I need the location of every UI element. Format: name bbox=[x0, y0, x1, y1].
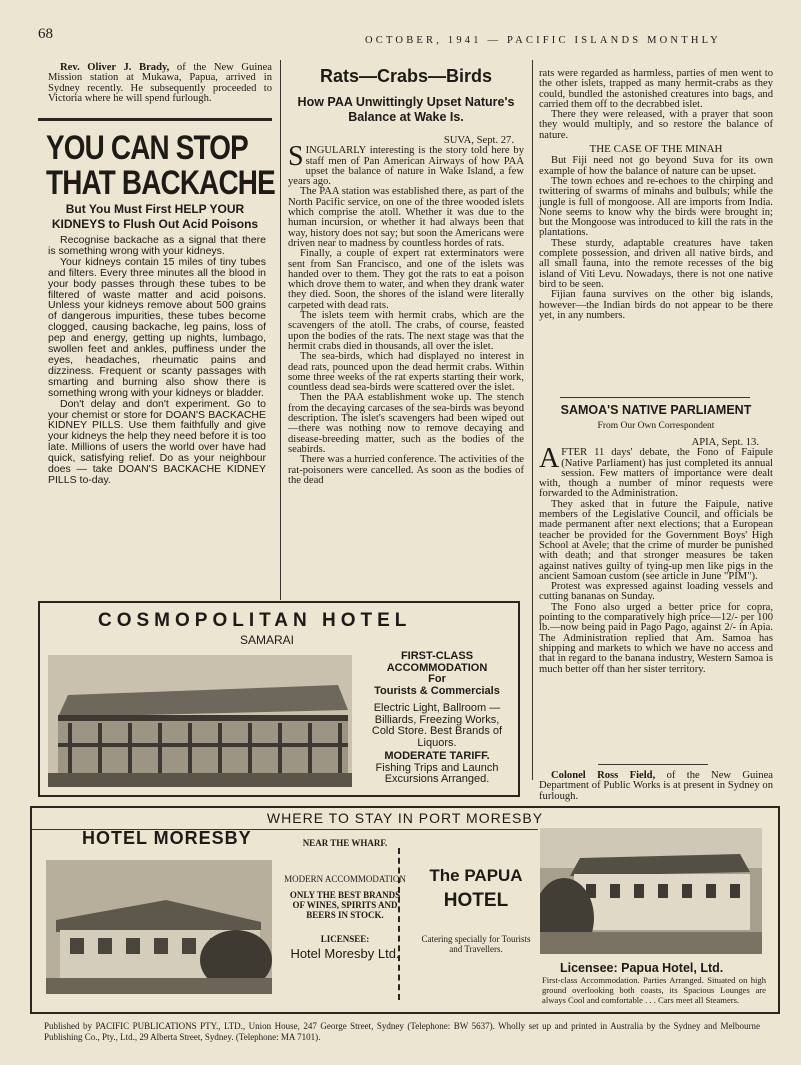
cosmopolitan-line-1: FIRST-CLASS ACCOMMODATION bbox=[386, 650, 488, 674]
backache-subhead: But You Must First HELP YOUR KIDNEYS to Flush Out Acid Poisons bbox=[51, 202, 259, 231]
backache-para-2: Your kidneys contain 15 miles of tiny tubes and filters. Every three minutes all the blood in your body passes through these tubes to be filtered of waste matter and acid poisons. Unless your kidneys remove about 500 grains of dangerous impurities, these tubes become clogged, causing backache, leg pains, loss of pep and energy, getting up nights, lumbago, swollen feet and ankles, puffiness under the eyes, headaches, rheumatic pains and dizziness. Frequent or scanty passages with smarting and burning also show there is something wrong with your kidneys or bladder. bbox=[48, 255, 266, 399]
hotel-moresby-photo bbox=[46, 860, 272, 994]
papua-catering: Catering specially for Tourists and Travellers. bbox=[421, 934, 531, 954]
samoa-para-1: FTER 11 days' debate, the Fono of Faipule (Native Parliament) has just completed its annual session. Few matters of importance were dealt with, though a number of minor requests were forwarded to the Administration. bbox=[539, 447, 773, 500]
minah-para-1: But Fiji need not go beyond Suva for its own example of how the balance of nature can be upset. bbox=[539, 155, 773, 177]
rats-para-2: The PAA station was established there, as part of the North Pacific service, on one of the three wooded islets which comprise the atoll. Whether it was due to the human incursion, or whether it had always been that way, history does not say; but soon the Americans were driven near to madness by countless hordes of rats. bbox=[288, 186, 524, 249]
backache-para-1: Recognise backache as a signal that there is something wrong with your kidneys. bbox=[48, 234, 266, 257]
rats-para-5: The sea-birds, which had displayed no interest in dead rats, pounced upon the dead hermit crabs. Within some three weeks of the rat experts starting their work, countless dead sea-birds were scattered over the islet. bbox=[288, 351, 524, 394]
column-rule-1 bbox=[280, 60, 281, 600]
papua-text: First-class Accommodation. Parties Arranged. Situated on high ground overlooking both coasts, its Spacious Lounges are always Cool and comfortable . . . Cars meet all Steamers. bbox=[542, 975, 766, 1005]
rats-para-6: Then the PAA establishment woke up. The stench from the decaying carcases of the sea-birds was beyond description. The islet's scavengers had been wiped out—there was nothing now to remove decaying and disease-breeding matter, such as the bodies of the seabirds. bbox=[288, 392, 524, 455]
moresby-licensee-name: Hotel Moresby Ltd. bbox=[290, 946, 400, 961]
papua-the: The PAPUA bbox=[429, 866, 523, 885]
cosmopolitan-details bbox=[362, 651, 512, 786]
brady-note bbox=[48, 63, 272, 104]
masthead: OCTOBER, 1941 — PACIFIC ISLANDS MONTHLY bbox=[365, 35, 721, 46]
moresby-licensee-label: LICENSEE: bbox=[320, 934, 370, 944]
hotel-moresby-illustration bbox=[46, 860, 272, 994]
cosmopolitan-ad bbox=[38, 601, 520, 797]
rats-body bbox=[288, 136, 524, 486]
rats-para-1: INGULARLY interesting is the story told here by staff men of Pan American Airways of how PAA upset the balance of nature in Wake Island, a few years ago. bbox=[288, 145, 524, 188]
page-number: 68 bbox=[38, 26, 53, 42]
minah-para-4: Fijian fauna survives on the other big islands, however—the Indian birds do not appear to be there yet, in any numbers. bbox=[539, 289, 773, 321]
brady-text: of the New Guinea Mission station at Mukawa, Papua, arrived in Sydney recently. He subsequently proceeded to Victoria where he will spend furlough. bbox=[48, 62, 273, 104]
backache-ad bbox=[38, 118, 275, 598]
papua-hotel-illustration bbox=[540, 828, 762, 954]
samoa-body bbox=[539, 438, 773, 675]
column-rule-2 bbox=[532, 60, 533, 780]
rats-para-3: Finally, a couple of expert rat exterminators were sent from San Francisco, and one of the islets was handed over to them. They got the rats to eat a poison which drove them to water, and when they drank water they died. Soon, the shores of the island were literally carpeted with dead rats. bbox=[288, 248, 524, 311]
cosmopolitan-line-6: Fishing Trips and Launch Excursions Arranged. bbox=[375, 761, 499, 785]
brady-name: Rev. Oliver J. Brady, bbox=[60, 62, 170, 73]
cosmopolitan-location: SAMARAI bbox=[240, 633, 295, 647]
field-text: of the New Guinea Department of Public Works is at present in Sydney on furlough. bbox=[539, 770, 773, 802]
backache-para-3: Don't delay and don't experiment. Go to your chemist or store for DOAN'S BACKACHE KIDNEY PILLS. Use them faithfully and give your kidneys the help they need before it is too late. Millions of users the world over have had quick, satisfying relief. Do as your neighbour does — take DOAN'S BACKACHE KIDNEY PILLS to-day. bbox=[48, 397, 266, 486]
moresby-near-wharf: NEAR THE WHARF. bbox=[302, 838, 388, 848]
ornamental-border-left bbox=[398, 848, 404, 1000]
cosmopolitan-line-2: For bbox=[428, 673, 446, 685]
minah-para-2: The town echoes and re-echoes to the chirping and twittering of swarms of minahs and bulbuls; while the jungle is full of mongoose. All are imports from India. None seems to know why the birds were brought in; but the Mongoose was introduced to kill the rats in the plantations. bbox=[539, 175, 773, 239]
samoa-byline: From Our Own Correspondent bbox=[597, 421, 715, 431]
papua-hotel-photo bbox=[540, 828, 762, 954]
rats-para-4: The islets teem with hermit crabs, which are the scavengers of the atoll. The crabs, of course, feasted upon the bodies of the rats. The next stage was that the hermit crabs died in thousands, all over the islet. bbox=[288, 310, 524, 352]
cosmopolitan-line-3: Tourists & Commercials bbox=[374, 684, 500, 697]
moresby-modern: MODERN ACCOMMODATION bbox=[284, 874, 406, 884]
moresby-banner: WHERE TO STAY IN PORT MORESBY bbox=[32, 810, 778, 826]
rats-title: Rats—Crabs—Birds bbox=[319, 66, 493, 86]
minah-para-3: These sturdy, adaptable creatures have taken complete possession, and driven all native birds, and all small fauna, into the remote recesses of the big island of Viti Levu. Nowadays, there is not one native bird to be seen. bbox=[539, 237, 773, 290]
hotel-moresby-details bbox=[284, 838, 406, 961]
rats-para-7: There was a hurried conference. The activities of the rat-poisoners were cancelled. As soon as the bodies of the dead bbox=[288, 454, 524, 486]
cosmopolitan-building-illustration bbox=[48, 655, 352, 787]
rats-cont-para-1: rats were regarded as harmless, parties of men went to the other islets, trapped as many hermit-crabs as they could, bundled the astonished creatures into bags, and carried them off to the decrabbed islet. bbox=[539, 68, 773, 110]
cosmopolitan-line-5: MODERATE TARIFF. bbox=[384, 750, 490, 762]
moresby-ad bbox=[30, 806, 780, 1014]
hotel-moresby-title: HOTEL MORESBY bbox=[82, 828, 252, 848]
minah-heading: THE CASE OF THE MINAH bbox=[589, 143, 723, 156]
papua-licensee: Licensee: Papua Hotel, Ltd. bbox=[560, 961, 724, 975]
footer-imprint: Published by PACIFIC PUBLICATIONS PTY., LTD., Union House, 247 George Street, Sydney (Telephone: BW 5637). Wholly set up and printed in Australia by the Sydney and Melbourne Publishing Co., Pty., Ltd., 29 Alberta Street, Sydney. (Telephone: MA 7101). bbox=[44, 1021, 760, 1042]
backache-body bbox=[48, 235, 266, 486]
backache-headline-1: YOU CAN STOP bbox=[46, 129, 248, 167]
papua-hotel: HOTEL bbox=[443, 890, 509, 911]
cosmopolitan-line-4: Electric Light, Ballroom — Billiards, Freezing Works, Cold Store. Best Brands of Liquors. bbox=[371, 702, 503, 749]
samoa-para-3: Protest was expressed against loading vessels and cutting bananas on Sunday. bbox=[539, 581, 773, 603]
samoa-para-2: They asked that in future the Faipule, native members of the Legislative Council, and officials be made permanent after next elections; that a European teacher be provided for the Government Boys' High School at Avele; that the crime of murder be punished with death; and that stronger measures be taken against natives guilty of tying-up men like pigs in the ancient Samoan custom (see article in June "PIM"). bbox=[539, 498, 773, 582]
rats-subtitle: How PAA Unwittingly Upset Nature's Balance at Wake Is. bbox=[297, 95, 515, 124]
samoa-dateline: APIA, Sept. 13. bbox=[691, 437, 759, 448]
samoa-rule-top bbox=[560, 397, 750, 398]
rats-drop-cap: S bbox=[288, 141, 304, 173]
samoa-drop-cap: A bbox=[539, 443, 560, 475]
cosmopolitan-title: COSMOPOLITAN HOTEL bbox=[98, 610, 412, 631]
right-column-body bbox=[539, 69, 773, 321]
field-name: Colonel Ross Field, bbox=[551, 770, 656, 781]
samoa-para-4: The Fono also urged a better price for copra, pointing to the comparatively high price—12/- per 100 lb.—now being paid in Pago Pago, against 2/- in Apia. The Administration replied that Am. Samoa has shipping and markets to which we have no access and that in regard to the banana industry, Western Samoa is much better off than her sister territory. bbox=[539, 601, 773, 675]
rats-dateline: SUVA, Sept. 27. bbox=[443, 135, 514, 146]
backache-headline-2: THAT BACKACHE bbox=[46, 164, 275, 202]
samoa-title: SAMOA'S NATIVE PARLIAMENT bbox=[560, 403, 752, 417]
moresby-best-brands: ONLY THE BEST BRANDS OF WINES, SPIRITS AND BEERS IN STOCK. bbox=[289, 890, 401, 920]
field-note bbox=[539, 771, 773, 802]
rats-cont-para-2: There they were released, with a prayer that soon they would multiply, and so restore the balance of nature. bbox=[539, 109, 773, 141]
field-rule bbox=[598, 764, 708, 765]
cosmopolitan-hotel-photo bbox=[48, 655, 352, 787]
